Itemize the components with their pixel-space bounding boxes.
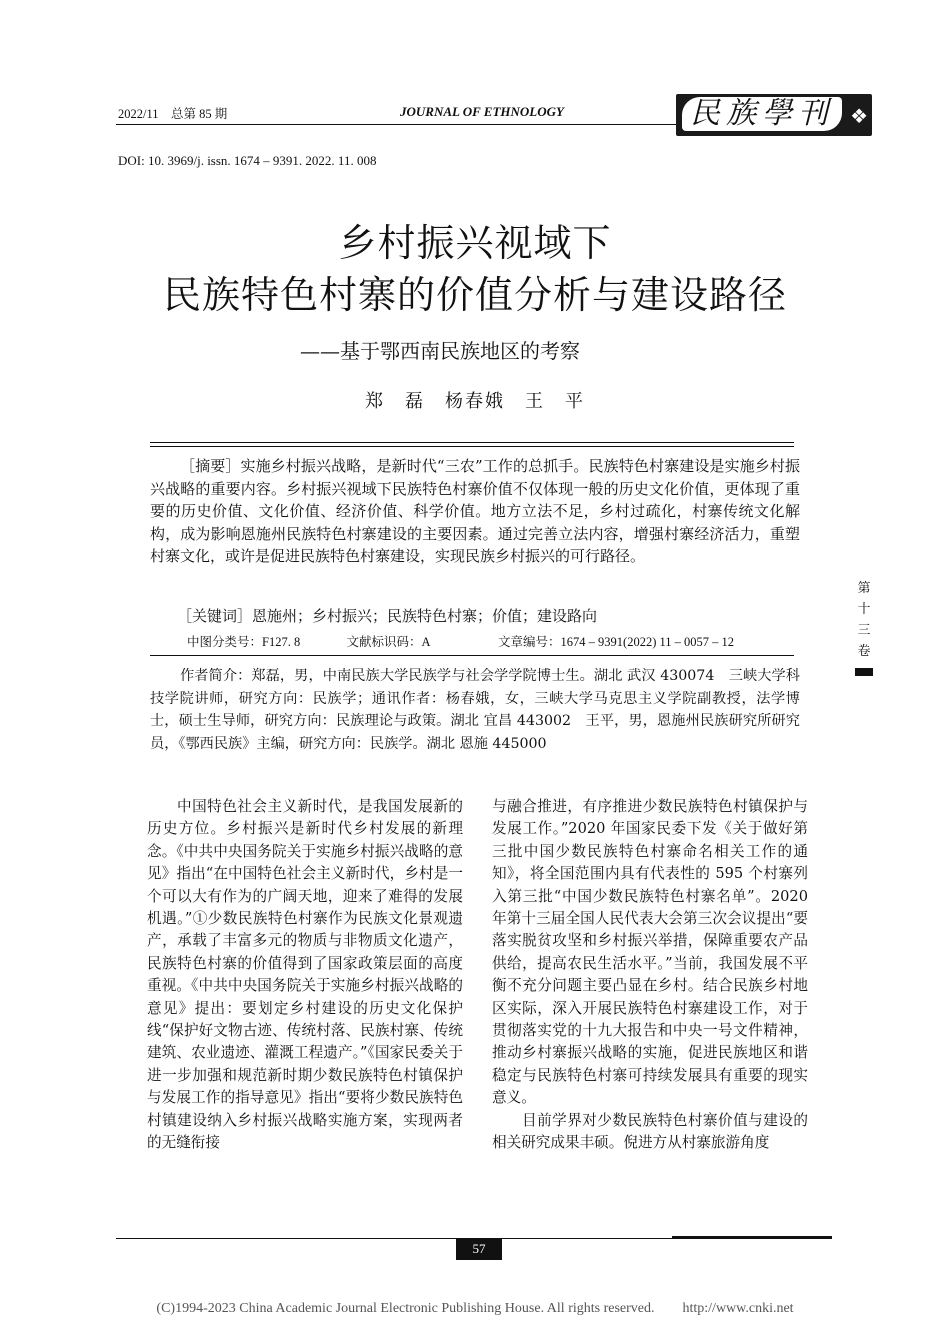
body-column-left <box>147 796 463 1155</box>
body-column-right <box>492 796 808 1155</box>
copyright-notice: (C)1994-2023 China Academic Journal Electronic Publishing House. All rights reserved. http://www.cnki.net <box>156 1301 794 1316</box>
body-paragraph: 与融合推进，有序推进少数民族特色村镇保护与发展工作。”2020 年国家民委下发《关于做好第三批中国少数民族特色村寨命名相关工作的通知》，将全国范围内具有代表性的 595 个村寨列入第三批“中国少数民族特色村寨名单”。2020 年第十三届全国人民代表大会第三次会议提出“要落实脱贫攻坚和乡村振兴举措，保障重要农产品供给，提高农民生活水平。”当前，我国发展不平衡不充分问题主要凸显在乡村。结合民族乡村地区实际，深入开展民族特色村寨建设工作，对于贯彻落实党的十九大报告和中央一号文件精神，推动乡村寨振兴战略的实施，促进民族地区和谐稳定与民族特色村寨可持续发展具有重要的现实意义。 <box>492 798 808 1107</box>
body-paragraph: 中国特色社会主义新时代，是我国发展新的历史方位。乡村振兴是新时代乡村发展的新理念。《中共中央国务院关于实施乡村振兴战略的意见》指出“在中国特色社会主义新时代，乡村是一个可以大有作为的广阔天地，迎来了难得的发展机遇。”①少数民族特色村寨作为民族文化景观遗产，承载了丰富多元的物质与非物质文化遗产，民族特色村寨的价值得到了国家政策层面的高度重视。《中共中央国务院关于实施乡村振兴战略的意见》提出：要划定乡村建设的历史文化保护线“保护好文物古迹、传统村落、民族村寨、传统建筑、农业遗迹、灌溉工程遗产。”《国家民委关于进一步加强和规范新时期少数民族特色村镇保护与发展工作的指导意见》指出“要将少数民族特色村镇建设纳入乡村振兴战略实施方案，实现两者的无缝衔接 <box>147 798 463 1152</box>
authors: 郑 磊 杨春娥 王 平 <box>365 391 585 412</box>
abstract: ［摘要］实施乡村振兴战略，是新时代“三农”工作的总抓手。民族特色村寨建设是实施乡村振兴战略的重要内容。乡村振兴视域下民族特色村寨价值不仅体现一般的历史文化价值，更体现了重要的历史价值、文化价值、经济价值、科学价值。地方立法不足，乡村过疏化，村寨传统文化解构，成为影响恩施州民族特色村寨建设的主要因素。通过完善立法内容，增强村寨经济活力，重塑村寨文化，或许是促进民族特色村寨建设，实现民族乡村振兴的可行路径。 <box>150 457 800 566</box>
author-info: 作者简介：郑磊，男，中南民族大学民族学与社会学学院博士生。湖北 武汉 430074 三峡大学科技学院讲师，研究方向：民族学；通讯作者：杨春娥，女，三峡大学马克思主义学院副教授，法学博士，硕士生导师，研究方向：民族理论与政策。湖北 宜昌 443002 王平，男，恩施州民族研究所研究员，《鄂西民族》主编，研究方向：民族学。湖北 恩施 445000 <box>150 668 800 752</box>
header-rule <box>116 124 676 125</box>
doc-code: 文献标识码：A <box>346 635 430 649</box>
page-number: 57 <box>456 1238 502 1260</box>
title-line-1: 乡村振兴视域下 <box>338 221 612 265</box>
doi: DOI: 10. 3969/j. issn. 1674 – 9391. 2022. 11. 008 <box>118 153 377 168</box>
abstract-rule-top <box>150 442 794 443</box>
abstract-rule-top-thin <box>150 446 794 447</box>
clc-number: 中图分类号：F127. 8 <box>187 635 301 649</box>
title-line-2: 民族特色村寨的价值分析与建设路径 <box>162 273 787 317</box>
subtitle: ——基于鄂西南民族地区的考察 <box>300 339 580 363</box>
keywords: ［关键词］恩施州；乡村振兴；民族特色村寨；价值；建设路向 <box>177 607 598 625</box>
volume-marker-bar <box>855 668 873 676</box>
volume-marker: 第 十 三 卷 <box>857 581 871 659</box>
abstract-rule-bottom <box>150 655 794 656</box>
body-paragraph: 目前学界对少数民族特色村寨价值与建设的相关研究成果丰硕。倪进方从村寨旅游角度 <box>492 1111 808 1152</box>
footer-rule-thick <box>672 1236 832 1239</box>
article-number: 文章编号：1674 – 9391(2022) 11 – 0057 – 12 <box>498 635 735 649</box>
journal-name-en: JOURNAL OF ETHNOLOGY <box>400 104 564 119</box>
classification-line <box>187 632 734 650</box>
journal-logo <box>676 94 872 136</box>
logo-ornament-icon: ❖ <box>850 104 868 128</box>
journal-logo-text: 民族學刊 <box>682 97 842 131</box>
issue-info: 2022/11 总第 85 期 <box>118 107 228 121</box>
